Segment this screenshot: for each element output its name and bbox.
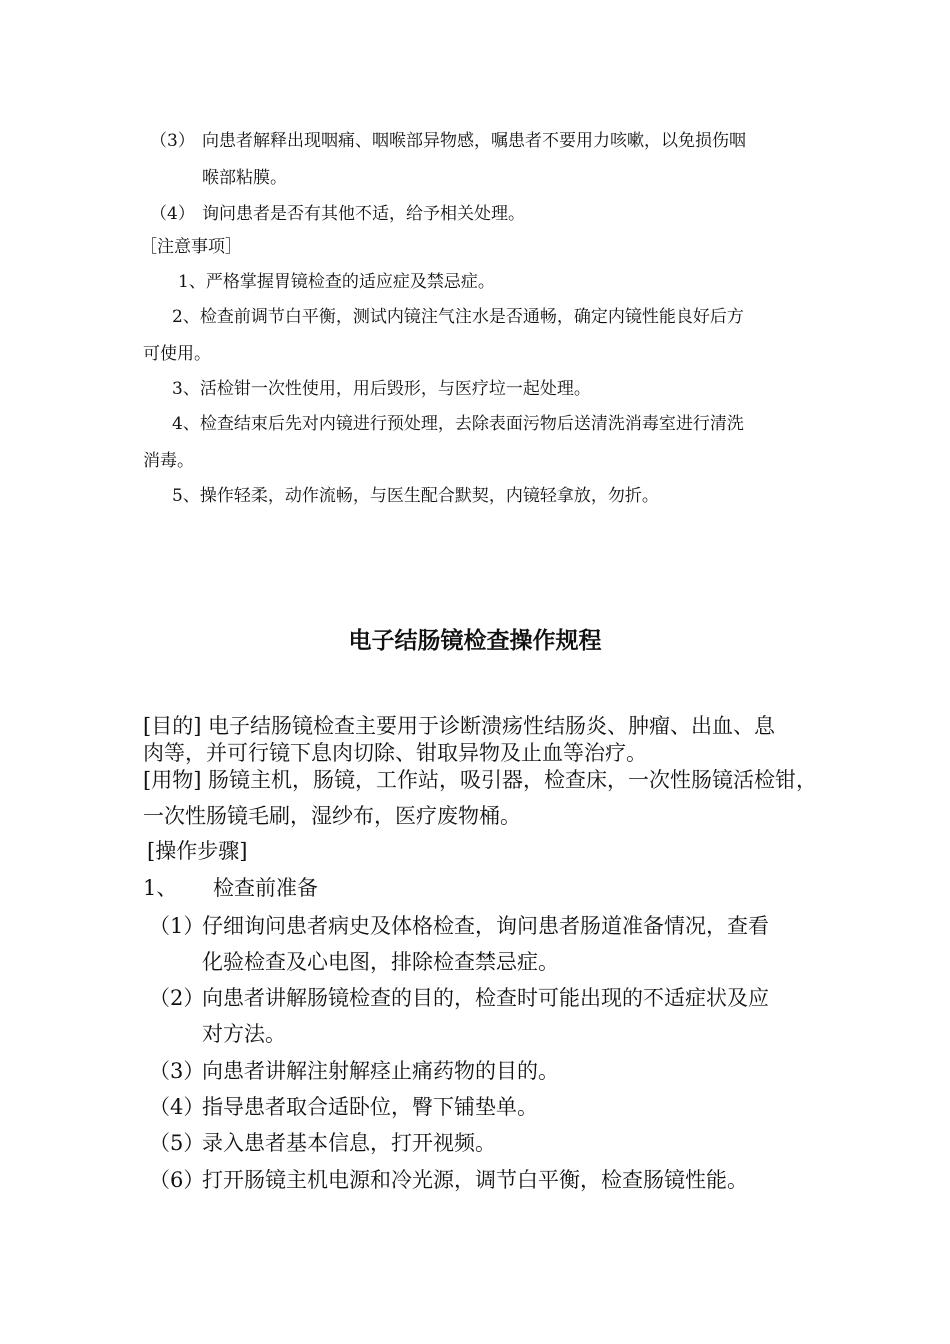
notice-item: 1、严格掌握胃镜检查的适应症及禁忌症。 <box>178 272 495 292</box>
item-text: 打开肠镜主机电源和冷光源，调节白平衡，检查肠镜性能。 <box>202 1168 748 1192</box>
list-item <box>149 1164 748 1194</box>
list-item <box>149 910 769 940</box>
item-number: （4） <box>150 204 195 224</box>
notice-continuation: 可使用。 <box>143 344 211 364</box>
notice-item: 5、操作轻柔，动作流畅，与医生配合默契，内镜轻拿放，勿折。 <box>172 486 659 506</box>
item-text: 向患者讲解肠镜检查的目的，检查时可能出现的不适症状及应 <box>202 986 769 1010</box>
item-number: （4） <box>149 1095 205 1119</box>
item-text: 向患者讲解注射解痉止痛药物的目的。 <box>202 1059 559 1083</box>
steps-header: [操作步骤] <box>147 839 248 863</box>
list-item <box>149 1091 538 1121</box>
notice-item: 3、活检钳一次性使用，用后毁形，与医疗垃一起处理。 <box>172 379 591 399</box>
list-item <box>150 199 525 224</box>
step-heading <box>143 872 318 902</box>
item-continuation: 喉部粘膜。 <box>202 168 287 188</box>
item-continuation: 化验检查及心电图，排除检查禁忌症。 <box>202 950 559 974</box>
list-item <box>149 1055 559 1085</box>
supplies-line: 一次性肠镜毛刷，湿纱布，医疗废物桶。 <box>143 804 521 828</box>
step-text: 检查前准备 <box>213 876 318 900</box>
notice-item: 4、检查结束后先对内镜进行预处理，去除表面污物后送清洗消毒室进行清洗 <box>172 414 744 434</box>
item-number: （1） <box>149 914 205 938</box>
item-number: （5） <box>149 1131 205 1155</box>
purpose-line: [目的] 电子结肠镜检查主要用于诊断溃疡性结肠炎、肿瘤、出血、息 <box>143 714 776 738</box>
notice-header: ［注意事项］ <box>140 237 242 257</box>
item-number: （2） <box>149 986 205 1010</box>
step-number: 1、 <box>143 876 178 900</box>
item-text: 仔细询问患者病史及体格检查，询问患者肠道准备情况，查看 <box>202 914 769 938</box>
purpose-line: 肉等，并可行镜下息肉切除、钳取异物及止血等治疗。 <box>143 741 647 765</box>
notice-item: 2、检查前调节白平衡，测试内镜注气注水是否通畅，确定内镜性能良好后方 <box>172 307 744 327</box>
list-item <box>150 126 746 151</box>
item-text: 询问患者是否有其他不适，给予相关处理。 <box>202 204 525 224</box>
item-continuation: 对方法。 <box>202 1022 286 1046</box>
item-number: （6） <box>149 1168 205 1192</box>
item-number: （3） <box>149 1059 205 1083</box>
item-text: 向患者解释出现咽痛、咽喉部异物感，嘱患者不要用力咳嗽，以免损伤咽 <box>202 131 746 151</box>
item-number: （3） <box>150 131 195 151</box>
list-item <box>149 1127 496 1157</box>
item-text: 录入患者基本信息，打开视频。 <box>202 1131 496 1155</box>
list-item <box>149 982 769 1012</box>
section-title: 电子结肠镜检查操作规程 <box>348 628 602 654</box>
item-text: 指导患者取合适卧位，臀下铺垫单。 <box>202 1095 538 1119</box>
notice-continuation: 消毒。 <box>143 451 194 471</box>
supplies-line: [用物] 肠镜主机，肠镜，工作站，吸引器，检查床，一次性肠镜活检钳， <box>143 768 818 792</box>
